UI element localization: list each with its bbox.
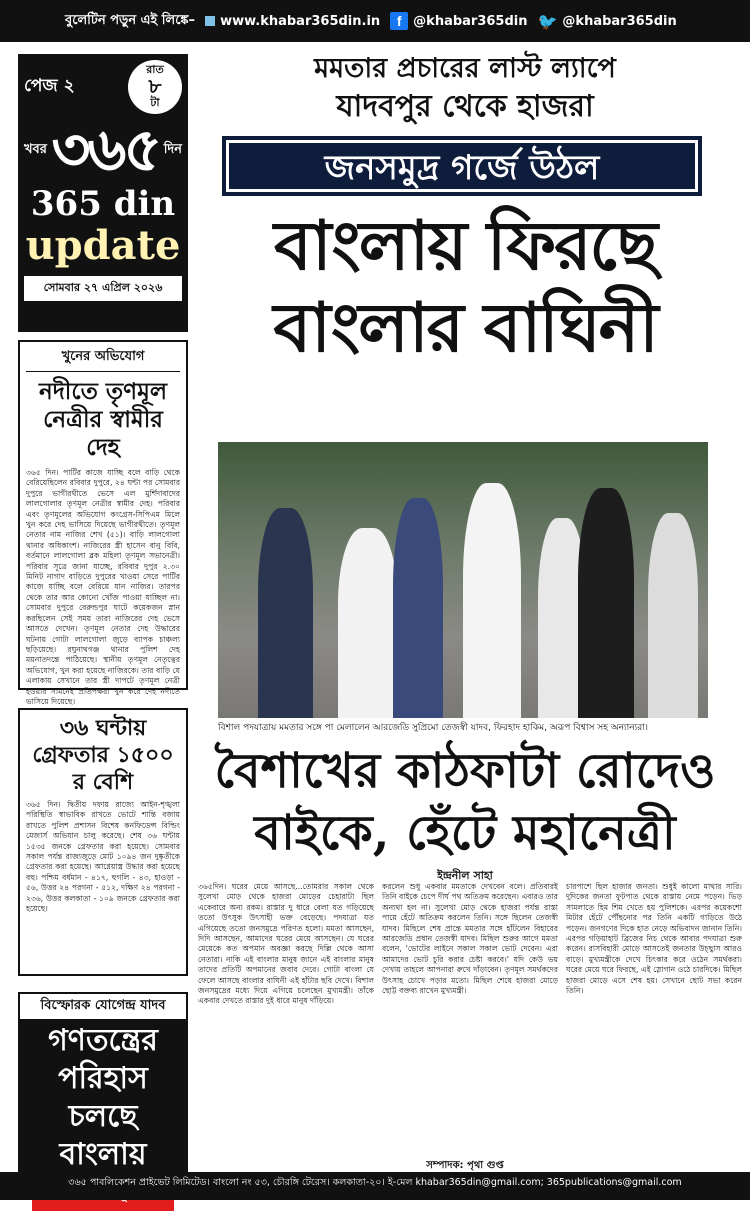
byline: ইন্দ্রনীল সাহা: [437, 869, 493, 882]
rally-photo: [218, 442, 708, 718]
english-title: 365 din: [30, 184, 176, 224]
article-column: ৩৬৫দিন। ঘরের মেয়ে আসছে...তোমরার সকাল থেকে সুলেখা মোড় থেকে হাজরা মোড়ের চেহারাটা ছিল একেবারে অন্য রকম। রাস্তার দু ধারে বেলা যত গড়িয়েছে ততো উৎসুক উৎসাহী ভক্ত বেড়েছে। পদযাত্রা যত এগিয়েছে ততো জনসমুদ্রে পরিণত হলো। মমতা আসছেন, দিদি আসছেন, আমাদের ঘরের মেয়ে আসছেন। যে ঘরের মেয়েকে কত অপমান অবজ্ঞা করছে দিল্লি থেকে আসা নেতারা। নাকি এই বাংলার মানুষ জানে এই বাংলার মানুষ তাদের প্রতিটি অপমানের জবাব দেবে। গোটা বাংলা যে ফেলে আসছে বাংলার বাঘিনী এই হাঁটার ছবি দেখে। বিশাল জনসমুদ্রের মধ্যে দিয়ে এগিয়ে চলেছেন মুখ্যমন্ত্রী। তাঁকে একবার দেখতে রাস্তার দুই ধারে মানুষ দাঁড়িয়ে।: [198, 882, 374, 1006]
logo: খবর ৩৬৫ দিন: [24, 115, 182, 185]
time-badge: রাত ৮ টা: [128, 60, 182, 114]
crime-kicker: খুনের অভিযোগ: [26, 347, 180, 372]
top-bar: [0, 0, 750, 42]
twitter-link[interactable]: 🐦 @khabar365din: [537, 11, 677, 31]
twitter-icon: 🐦: [537, 11, 558, 31]
article-columns: [198, 882, 742, 1154]
arrest-story: [18, 708, 188, 976]
satire-story: [18, 992, 188, 1177]
article-column: করলেন শুধু একবার মমতাকে দেখবেন বলে। প্রতিবারই তিনি বাইকে চেপে দীর্ঘ পথ অতিক্রম করেছেন। এবারও তার অন্যথা হল না। সুলেখা মোড় থেকে হাজরা পর্যন্ত রাস্তা পায়ে হেঁটে অতিক্রম করলেন তিনি। সঙ্গে ছিলেন তেজস্বী যাদব। মিছিলে শেষ প্রান্তে মমতার সঙ্গে হাঁটলেন বিহারের আরজেডি প্রধান তেজস্বী যাদব। মিছিল শুরুর আগে মমতা বলেন, 'ভোটের লাইনে সকাল সকাল ভোট দেবেন। এরা আমাদের ভোট চুরি করার চেষ্টা করবে।' যদি কেউ ভয় দেখায় তাহলে আপনারা রুখে দাঁড়াবেন। তৃণমূল সমর্থকদের উৎসাহ চোখে পড়ার মতো। মিছিল শেষে হাজরা মোড়ে ছোট্ট বক্তব্য রাখেন মুখ্যমন্ত্রী।: [382, 882, 558, 996]
satire-headline: গণতন্ত্রের পরিহাস চলছে বাংলায়: [20, 1019, 186, 1177]
main-headline: বাংলায় ফিরছে বাংলার বাঘিনী: [273, 206, 657, 368]
editor-credit: সম্পাদক: পৃথা গুপ্ত: [426, 1160, 504, 1171]
facebook-icon: f: [390, 12, 408, 30]
banner: জনসমুদ্র গর্জে উঠল: [222, 136, 702, 196]
article-column: চারপাশে ছিল হাজার জনতা। শুধুই কালো মাথার সারি। দুদিকের জনতা ফুটপাত থেকে রাস্তায় নেমে পড়েন। ভিড় সামলাতে হিম শিম খেতে হয় পুলিশকে। এরপর কয়েকশো মিটার হেঁটে পৌঁছনোর পর তিনি একটি গাড়িতে উঠে পড়েন। জনগণের দিকে হাত নেড়ে অভিবাদন জানান তিনি। এরপর গড়িয়াহাট ব্রিজের নিচ থেকে আবার পদযাত্রা শুরু করেন। রাসবিহারী মোড়ে আসতেই জনতার উচ্ছ্বাস আরও বাড়ে। মুখ্যমন্ত্রীকে দেখে চিৎকার করে ওঠেন সমর্থকরা। ঘরের মেয়ে ঘরে ফিরছে, এই স্লোগান ওঠে চারদিকে। মিছিল হাজরা মোড়ে এসে শেষ হয়। সেখানে ছোট সভা করেন তিনি।: [566, 882, 742, 996]
crime-headline: নদীতে তৃণমূল নেত্রীর স্বামীর দেহ: [39, 379, 167, 461]
english-subtitle: update: [25, 222, 181, 269]
main-kicker-2: যাদবপুর থেকে হাজরা: [336, 89, 594, 124]
bulletin-link-label: বুলেটিন পড়ুন এই লিঙ্কে–: [65, 12, 196, 28]
main-kicker-1: মমতার প্রচারের লাস্ট ল্যাপে: [314, 53, 616, 84]
website-link[interactable]: www.khabar365din.in: [205, 14, 380, 29]
arrest-headline: ৩৬ ঘন্টায় গ্রেফতার ১৫০০ র বেশি: [32, 716, 174, 795]
page-number: পেজ ২: [24, 76, 75, 96]
facebook-link[interactable]: f @khabar365din: [390, 12, 527, 30]
issue-date: সোমবার ২৭ এপ্রিল ২০২৬: [24, 276, 182, 301]
crime-story: [18, 340, 188, 706]
arrest-body: ৩৬৫ দিন। দ্বিতীয় দফায় রাজ্যে আইন-শৃঙ্খলা পরিস্থিতি স্বাভাবিক রাখতে ভোটে শান্তি বজায় রাখতে পুলিশ প্রশাসন বিশেষ কনফিডেন্স বিল্ডিং মেজার্স অভিযান চালু করেছে। শেষ ৩৬ ঘন্টায় ১৫৩৫ জনকে গ্রেফতার করা হয়েছে। সোমবার সকাল পর্যন্ত রাজ্যজুড়ে মোট ১০৯৪ জন দুষ্কৃতীকে গ্রেফতার করা হয়েছে। আগ্নেয়াস্ত্র উদ্ধার করা হয়েছে বহু। পশ্চিম বর্ধমান - ৪১৭, হুগলি - ৪৩, হাওড়া - ৫৬, উত্তর ২৪ পরগনা - ৫১২, দক্ষিণ ২৪ পরগনা - ২৩৬, উত্তর কলকাতা - ১০৯ জনকে গ্রেফতার করা হয়েছে।: [26, 800, 180, 914]
masthead: [18, 54, 188, 332]
satire-kicker: বিস্ফোরক যোগেন্দ্র যাদব: [40, 998, 166, 1013]
photo-caption: বিশাল পদযাত্রায় মমতার সঙ্গে পা মেলালেন আরজেডি সুপ্রিমো তেজস্বী যাদব, ফিরহাদ হাকিম, অরূপ বিশ্বাস সহ অন্যান্যরা।: [218, 723, 648, 733]
footer-imprint: ৩৬৫ পাবলিকেশন প্রাইভেট লিমিটেড। বাংলো নং ৫৩, চৌরঙ্গি টেরেস। কলকাতা-২০। ই-মেল khabar365din@gmail.com; 365publications@gmail.com: [0, 1172, 750, 1200]
secondary-headline: বৈশাখের কাঠফাটা রোদেও বাইকে, হেঁটে মহানেত্রী: [214, 743, 716, 861]
crime-body: ৩৬৫ দিন। পার্টির কাজে যাচ্ছি বলে বাড়ি থেকে বেরিয়েছিলেন রবিবার দুপুরে, ২৪ ঘন্টা পর সোমবার দুপুরে ভাগীরথীতে ভেসে এল মুর্শিদাবাদের লালগোলার তৃণমূল নেত্রীর স্বামীর দেহ। পরিবার এবং তৃণমূলের অভিযোগ কংগ্রেস-সিপিএম মিলে খুন করে দেহ ভাসিয়ে দিয়েছে ভাগীরথীতে। তৃণমূল নেতার নাম নাজির শেখ (৫১)। বাড়ি লালগোলা থানার অধিকাংশ। নাজিরের স্ত্রী হাসেন বানু বিবি, বর্তমানে লালগোলা ব্লক মহিলা তৃণমূল সভানেত্রী। পরিবার সূত্রে জানা যাচ্ছে, রবিবার দুপুর ২.৩০ মিনিট নাগাদ বাড়িতে দুপুরের খাওয়া সেরে পার্টির কাজে যাচ্ছি বলে বেরিয়ে যান নাজির। তারপর থেকে তার আর কোনো খোঁজ পাওয়া যাচ্ছিল না। সোমবার দুপুরে বেরুন্ডপুর ঘাটে কয়েকজন স্নান করছিলেন সেই সময় তারা নাজিরের দেহ ভেসে আসতে দেখেন। তৃণমূল নেতার দেহ উদ্ধারের ঘটনায় গোটা লালগোলা জুড়ে ব্যাপক চাঞ্চল্য ছড়িয়েছে। রঘুনাথগঞ্জ থানার পুলিশ দেহ ময়নাতদন্তে পাঠিয়েছে। স্থানীয় তৃণমূল নেতৃত্বের অভিযোগ, খুন করা হয়েছে নাজিরকে। তার বাড়ি যে এলাকায় সেখানে তার স্ত্রী দাপটে তৃণমূল নেত্রী হওয়ার সামনেই প্রতিপক্ষরা খুন করে দেহ নদীতে ভাসিয়ে দিয়েছে।: [26, 468, 180, 706]
web-icon: [205, 16, 215, 26]
